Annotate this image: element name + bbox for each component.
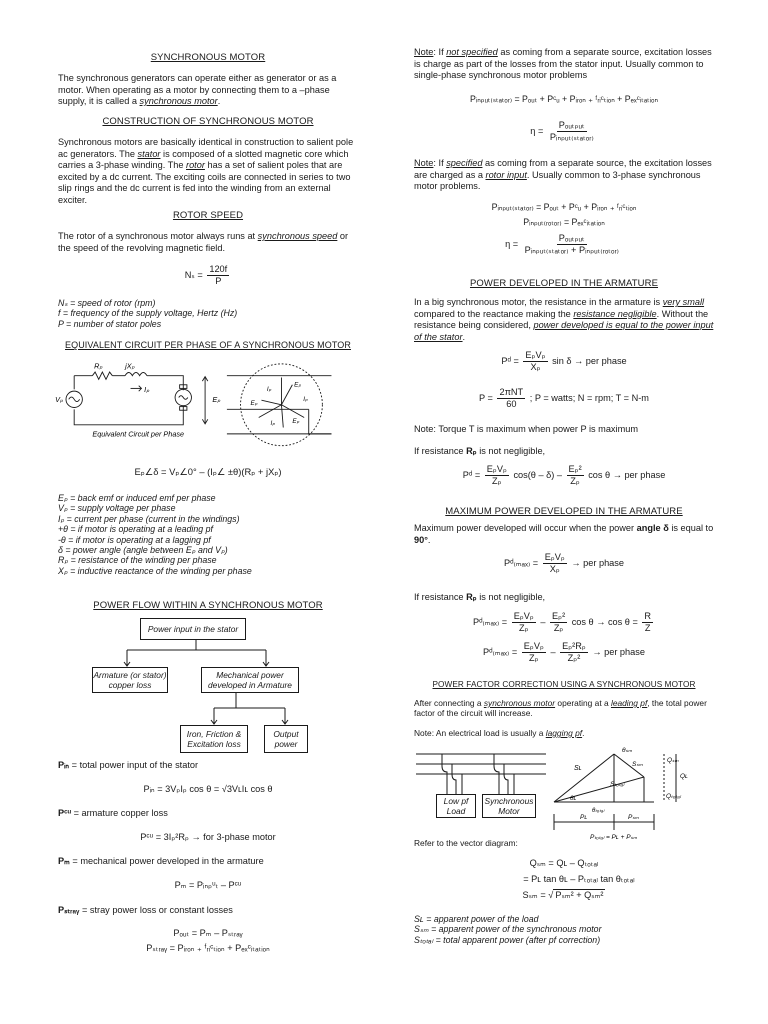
lagging-pf-note: Note: An electrical load is usually a lagging pf.: [414, 728, 585, 738]
iron-friction-loss-box: Iron, Friction & Excitation loss: [180, 725, 248, 753]
svg-text:θₛₘ: θₛₘ: [622, 747, 633, 754]
phasor-diagram: [227, 364, 332, 446]
pout-equation: Pₒᵤₜ = Pₘ – Pₛₜᵣₐᵧ: [173, 928, 243, 938]
equivalent-circuit-caption: Equivalent Circuit per Phase: [92, 429, 185, 439]
pf-correction-heading: POWER FACTOR CORRECTION USING A SYNCHRONOUS MOTOR: [432, 680, 696, 689]
power-developed-paragraph: In a big synchronous motor, the resistance in the armature is very small compared to the reactance making the resistance negligible. Without the resistance being considered, power developed is equal to the power input of the stator.: [414, 297, 714, 342]
pm-definition: Pₘ = mechanical power developed in the armature: [58, 856, 264, 866]
svg-text:Qₛₘ: Qₛₘ: [667, 757, 679, 764]
pcu-definition: Pᶜᵘ = armature copper loss: [58, 808, 168, 818]
refer-vector-diagram: Refer to the vector diagram:: [414, 838, 518, 848]
current-label: Iₚ: [144, 385, 150, 395]
maximum-power-heading: MAXIMUM POWER DEVELOPED IN THE ARMATURE: [445, 506, 683, 517]
reactance-label: jXₚ: [125, 361, 135, 371]
maximum-power-impedance-formula-1: Pᵈ₍ₘₐₓ₎ = $\frac{\text{EₚVₚ}}{\text{Zₚ}}$ – $\frac{\text{Eₚ²}}{\text{Zₚ}}$ cos θ → cos θ = $\frac{R}{Z}$: [472, 611, 652, 633]
construction-heading: CONSTRUCTION OF SYNCHRONOUS MOTOR: [102, 116, 314, 127]
svg-text:θₜₒₜₐₗ: θₜₒₜₐₗ: [592, 808, 605, 814]
power-developed-formula: Pᵈ = $\frac{\text{EₚVₚ}}{\text{Xₚ}}$ sin δ → per phase: [501, 350, 627, 372]
maximum-power-paragraph: Maximum power developed will occur when the power angle δ is equal to 90°.: [414, 523, 714, 545]
efficiency-equation-1: η = $\frac{\text{Pₒᵤₜₚᵤₜ}}{\text{Pᵢₙₚᵤₜ₍ₛₜₐₜₒᵣ₎}}$: [530, 120, 594, 142]
input-stator-equation-2: Pᵢₙₚᵤₜ₍ₛₜₐₜₒᵣ₎ = Pₒᵤₜ + Pᶜᵤ + Pᵢᵣₒₙ ₊ ᶠᵣᵢᶜₜᵢₒₙ: [491, 202, 637, 212]
pm-equation: Pₘ = Pᵢₙₚᵘₜ – Pᶜᵘ: [174, 880, 242, 890]
pin-definition: Pᵢₙ = total power input of the stator: [58, 760, 199, 770]
apparent-power-definitions: Sʟ = apparent power of the load Sₛₘ = apparent power of the synchronous motor Sₜₒₜₐₗ = total apparent power (after pf correction): [414, 914, 602, 945]
torque-note: Note: Torque T is maximum when power P is maximum: [414, 424, 638, 434]
equivalent-circuit-equation: Eₚ∠δ = Vₚ∠0° – (Iₚ∠ ±θ)(Rₚ + jXₚ): [134, 466, 282, 477]
qsm-tan-equation: = Pʟ tan θʟ – Pₜₒₜₐₗ tan θₜₒₜₐₗ: [523, 874, 635, 884]
pstray-equation: Pₛₜᵣₐᵧ = Pᵢᵣₒₙ ₊ ᶠᵣᵢᶜₜᵢₒₙ + Pₑₓᶜᵢₜₐₜᵢₒₙ: [146, 943, 270, 953]
mechanical-power-box: Mechanical power developed in Armature: [201, 667, 299, 693]
svg-text:Pₜₒₜₐₗ = Pʟ + Pₛₘ: Pₜₒₜₐₗ = Pʟ + Pₛₘ: [590, 834, 638, 841]
equivalent-circuit-heading: EQUIVALENT CIRCUIT PER PHASE OF A SYNCHRONOUS MOTOR: [65, 340, 351, 350]
svg-text:Iₚ: Iₚ: [303, 396, 308, 404]
rotor-speed-formula: Nₛ = $\frac{120f}{P}$: [184, 264, 228, 286]
rotor-speed-paragraph: The rotor of a synchronous motor always runs at synchronous speed or the speed of the revolving magnetic field.: [58, 231, 349, 253]
armature-copper-loss-box: Armature (or stator) copper loss: [92, 667, 168, 693]
note-not-specified: Note: If not specified as coming from a separate source, excitation losses is charge as part of the losses from the stator input. Usually common to single-phase synchronous motor problems: [414, 47, 712, 80]
power-developed-heading: POWER DEVELOPED IN THE ARMATURE: [469, 278, 659, 289]
pf-correction-diagram: [414, 742, 714, 842]
svg-text:Eₚ: Eₚ: [294, 381, 302, 389]
low-pf-load-box: Low pf Load: [436, 794, 476, 818]
pin-equation: Pᵢₙ = 3VₚIₚ cos θ = √3VʟIʟ cos θ: [143, 784, 273, 794]
power-input-box: Power input in the stator: [140, 618, 246, 640]
svg-text:Iₚ: Iₚ: [266, 386, 272, 394]
ssm-equation: Sₛₘ = √ Pₛₘ² + Qₛₘ²: [522, 890, 604, 900]
rotor-speed-definitions: Nₛ = speed of rotor (rpm) f = frequency of the supply voltage, Hertz (Hz) P = number of stator poles: [58, 298, 238, 329]
equivalent-circuit-diagram: [36, 355, 336, 450]
synchronous-motor-heading: SYNCHRONOUS MOTOR: [150, 52, 266, 63]
svg-text:Sₛₘ: Sₛₘ: [632, 761, 643, 768]
maximum-power-formula: Pᵈ₍ₘₐₓ₎ = $\frac{\text{EₚVₚ}}{\text{Xₚ}}$ → per phase: [503, 552, 625, 574]
equivalent-circuit-definitions: Eₚ = back emf or induced emf per phase Vₚ = supply voltage per phase Iₚ = current per phase (current in the windings) +θ = if motor is operating at a leading pf -θ = if motor is operating at a lagging pf δ = power angle (angle between Eₚ and Vₚ) Rₚ = resistance of the winding per phase Xₚ = inductive reactance of the winding per phase: [58, 493, 252, 576]
input-stator-equation-1: Pᵢₙₚᵤₜ₍ₛₜₐₜₒᵣ₎ = Pₒᵤₜ + Pᶜᵤ + Pᵢᵣₒₙ ₊ ᶠᵣᵢᶜₜᵢₒₙ + Pₑₓᶜᵢₜₐₜᵢₒₙ: [470, 94, 658, 104]
power-torque-formula: P = $\frac{\text{2πNT}}{60}$ ; P = watts; N = rpm; T = N-m: [479, 387, 649, 409]
pf-correction-paragraph: After connecting a synchronous motor operating at a leading pf, the total power factor of the circuit will increase.: [414, 698, 707, 719]
resistance-not-negligible-2: If resistance Rₚ is not negligible,: [414, 592, 546, 602]
svg-text:Qₜₒₜₐₗ: Qₜₒₜₐₗ: [666, 793, 681, 800]
power-developed-impedance-formula: Pᵈ = $\frac{\text{EₚVₚ}}{\text{Zₚ}}$ cos(θ – δ) – $\frac{\text{Eₚ²}}{\text{Zₚ}}$ cos θ → per phase: [462, 464, 666, 486]
output-power-box: Output power: [264, 725, 308, 753]
power-flow-heading: POWER FLOW WITHIN A SYNCHRONOUS MOTOR: [93, 600, 323, 611]
voltage-label: Vₚ: [55, 395, 64, 405]
resistance-not-negligible-1: If resistance Rₚ is not negligible,: [414, 446, 546, 456]
construction-paragraph: Synchronous motors are basically identical in construction to salient pole ac generators. The stator is composed of a slotted magnetic core which carries a 3-phase winding. The rotor has a set of salient poles that are excited by a dc current. The exciting coils are connected in series to two slip rings and the dc current is fed into the winding from an external exciter.: [58, 137, 354, 205]
svg-text:Sₜₒₜₐₗ: Sₜₒₜₐₗ: [610, 781, 625, 788]
svg-text:Eₚ: Eₚ: [250, 399, 258, 407]
note-specified: Note: If specified as coming from a separate source, the excitation losses are charged as a rotor input. Usually common to 3-phase synchronous motor problems.: [414, 158, 712, 191]
svg-text:Sʟ: Sʟ: [574, 765, 582, 772]
input-rotor-equation: Pᵢₙₚᵤₜ₍ᵣₒₜₒᵣ₎ = Pₑₓᶜᵢₜₐₜᵢₒₙ: [523, 217, 605, 227]
emf-label: Eₚ: [212, 395, 221, 405]
svg-text:Pₛₘ: Pₛₘ: [628, 814, 639, 821]
efficiency-equation-2: η = $\frac{\text{Pₒᵤₜₚᵤₜ}}{\text{Pᵢₙₚᵤₜ₍ₛₜₐₜₒᵣ₎ + Pᵢₙₚᵤₜ₍ᵣₒₜₒᵣ₎}}$: [505, 233, 619, 255]
svg-text:Eₚ: Eₚ: [292, 417, 300, 425]
svg-text:Iₚ: Iₚ: [270, 419, 276, 427]
pstray-definition: Pₛₜᵣₐᵧ = stray power loss or constant losses: [58, 905, 233, 915]
svg-text:θʟ: θʟ: [570, 795, 577, 802]
resistance-label: Rₚ: [94, 361, 103, 371]
rotor-speed-heading: ROTOR SPEED: [172, 210, 244, 221]
qsm-equation: Qₛₘ = Qʟ – Qₜₒₜₐₗ: [529, 858, 599, 868]
svg-text:Qʟ: Qʟ: [680, 773, 688, 780]
synchronous-motor-paragraph: The synchronous generators can operate either as generator or as a motor. When operating as a motor by connecting them to a –phase supply, it is called a synchronous motor.: [58, 73, 337, 106]
pcu-equation: Pᶜᵘ = 3Iₚ²Rₚ → for 3-phase motor: [140, 832, 276, 842]
maximum-power-impedance-formula-2: Pᵈ₍ₘₐₓ₎ = $\frac{\text{EₚVₚ}}{\text{Zₚ}}$ – $\frac{\text{Eₚ²Rₚ}}{\text{Zₚ²}}$ → per phase: [483, 641, 645, 663]
svg-text:Pʟ: Pʟ: [580, 814, 588, 821]
synchronous-motor-box: Synchronous Motor: [482, 794, 536, 818]
